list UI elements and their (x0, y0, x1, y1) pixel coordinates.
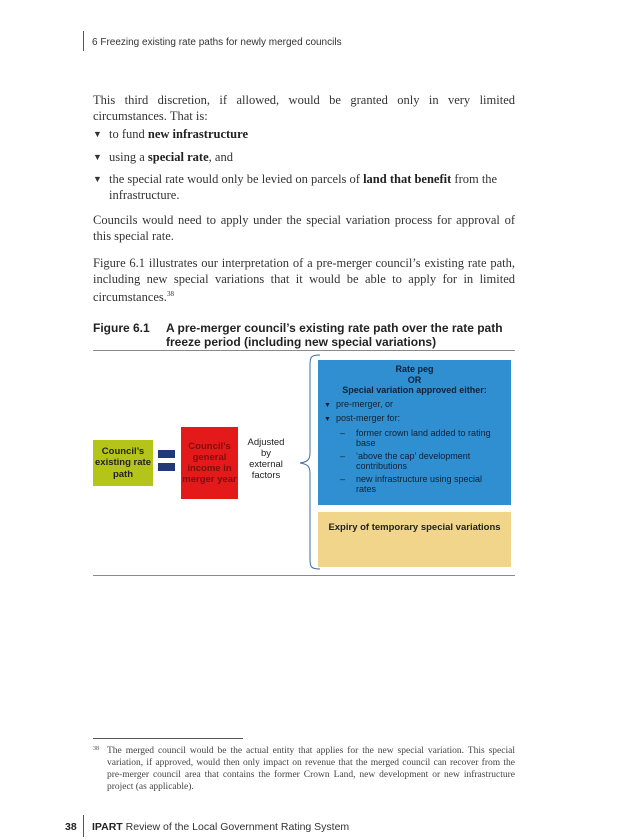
expiry-temporary-variations-box: Expiry of temporary special variations (318, 512, 511, 567)
paragraph: Councils would need to apply under the special variation process for approval of this special rate. (93, 213, 515, 243)
bullet-icon: ▼ (93, 129, 102, 139)
bullet-icon: ▼ (93, 152, 102, 162)
footnote-ref[interactable]: 38 (166, 290, 174, 298)
intro-paragraph: This third discretion, if allowed, would be granted only in very limited circumstances. That is: (93, 93, 515, 123)
figure-number: Figure 6.1 (93, 321, 150, 335)
footnote-divider (93, 738, 243, 739)
footnote-number: 38 (93, 746, 99, 752)
footer-title: IPART Review of the Local Government Rating System (92, 821, 350, 833)
general-income-box: Council’s general income in merger year (181, 427, 238, 499)
figure-top-rule (93, 350, 515, 351)
adjusted-label: Adjusted by external factors (247, 437, 285, 481)
header-divider (83, 31, 84, 51)
footnote: 38 The merged council would be the actual entity that applies for the new special variation. This special variation, if approved, would then only impact on revenue that the merged council can recover from the pre-merger council area that contains the former Crown Land, new development or new infrastructure project (as applicable). (93, 745, 515, 793)
bullet-item: ▼ to fund new infrastructure (93, 127, 248, 141)
page-number: 38 (65, 821, 77, 833)
figure-bottom-rule (93, 575, 515, 576)
rate-peg-or-special-variation-box: Rate peg OR Special variation approved either: ▼ pre-merger, or ▼ post-merger for: – former crown land added to rating base – ‘above the cap’ development contributions – new infrastructure using special rates (318, 360, 511, 505)
figure-title: A pre-merger council’s existing rate path over the rate path freeze period (including new special variations) (166, 321, 503, 349)
equals-bar-top (158, 450, 175, 458)
bullet-icon: ▼ (93, 174, 102, 184)
footer-divider (83, 815, 84, 837)
running-header: 6 Freezing existing rate paths for newly merged councils (92, 37, 342, 48)
paragraph: Figure 6.1 illustrates our interpretation of a pre-merger council’s existing rate path, including new special variations that it would be able to apply for in limited circumstances.$^{38}$ (93, 256, 515, 305)
bullet-item: ▼ the special rate would only be levied on parcels of land that benefit from the infrastructure. (93, 172, 498, 202)
existing-rate-path-box: Council’s existing rate path (93, 440, 153, 486)
equals-bar-bottom (158, 463, 175, 471)
bullet-item: ▼ using a special rate, and (93, 150, 233, 164)
